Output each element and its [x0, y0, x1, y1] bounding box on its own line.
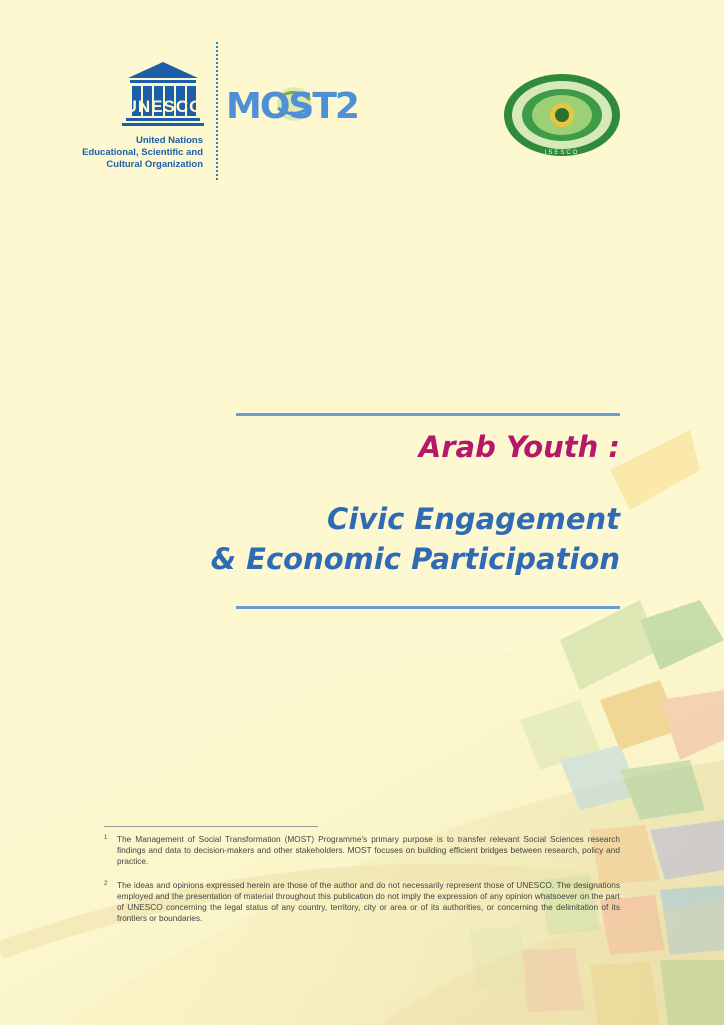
title-bottom-rule — [236, 606, 620, 609]
title-line-3: & Economic Participation — [210, 542, 620, 576]
footnote — [104, 834, 620, 867]
title-line-2: Civic Engagement — [327, 502, 620, 536]
footnote-text: The Management of Social Transformation (MOST) Programme's primary purpose is to transfer relevant Social Sciences research findings and data to decision-makers and other stakeholders. MOST focuses on building efficient bridges between research, policy and practice. — [117, 834, 620, 866]
unesco-name-line: United Nations — [135, 135, 203, 146]
footnote-text: The ideas and opinions expressed herein are those of the author and do not necessarily represent those of UNESCO. The designations employed and the presentation of material throughout this publication do not imply the expression of any opinion whatsoever on the part of UNESCO concerning the legal status of any country, territory, city or area or of its authorities, or concerning the delimitation of its frontiers or boundaries. — [117, 880, 620, 923]
footnote — [104, 880, 620, 924]
unesco-temple-logo — [118, 60, 208, 130]
unesco-name-line: Educational, Scientific and — [82, 147, 203, 158]
footnote-separator — [104, 826, 318, 827]
most-logo — [224, 78, 380, 130]
footnote-mark: 2 — [104, 881, 108, 887]
title-top-rule — [236, 413, 620, 416]
logo-divider — [216, 42, 218, 180]
footnote-mark: 1 — [104, 835, 108, 841]
unesco-organization-name — [60, 135, 203, 171]
seal-text: ISESCO — [544, 150, 580, 156]
most-wordmark: MOST2 — [226, 86, 358, 127]
unesco-wordmark: UNESCO — [124, 97, 204, 116]
unesco-name-line: Cultural Organization — [106, 159, 203, 170]
title-line-1: Arab Youth : — [418, 430, 620, 464]
isesco-seal-logo — [500, 70, 624, 160]
